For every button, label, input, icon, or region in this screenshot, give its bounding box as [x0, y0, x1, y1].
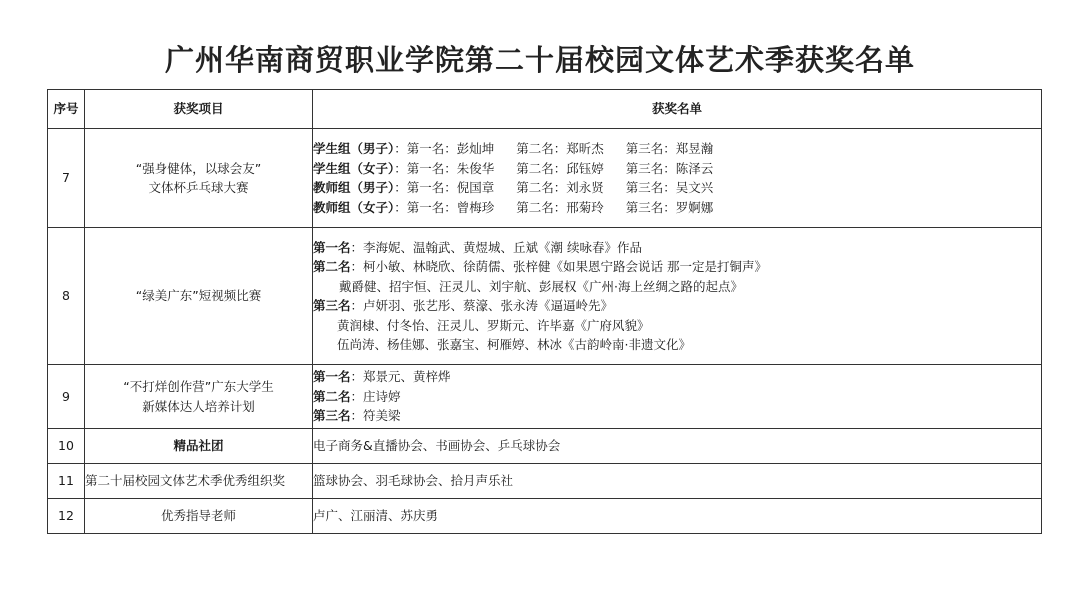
list-item	[313, 316, 1041, 336]
row-seq: 11	[48, 464, 85, 499]
row-list: 篮球协会、羽毛球协会、拾月声乐社	[313, 464, 1042, 499]
row-item: 优秀指导老师	[85, 499, 313, 534]
row-list	[313, 129, 1042, 228]
row-item-line: 文体杯乒乓球大赛	[148, 180, 249, 195]
winners-text: ：郑景元、黄梓烨	[350, 369, 451, 385]
row-list	[313, 228, 1042, 365]
winners-text: ：符美梁	[350, 408, 401, 424]
list-item	[313, 139, 1041, 159]
table-row	[48, 464, 1042, 499]
row-list: 卢广、江丽清、苏庆勇	[313, 499, 1042, 534]
first-place: ：第一名：朱俊华	[394, 160, 495, 176]
winners-text: 戴爵健、招宇恒、汪灵儿、刘宇航、彭展权《广州·海上丝绸之路的起点》	[339, 278, 743, 294]
place-label: 第二名	[313, 388, 351, 404]
row-item: “绿美广东”短视频比赛	[85, 228, 313, 365]
list-item	[313, 406, 1041, 426]
row-item: 精品社团	[85, 429, 313, 464]
group-label: 教师组（女子）	[313, 199, 395, 215]
place-label: 第三名	[313, 408, 351, 424]
header-list: 获奖名单	[313, 90, 1042, 129]
first-place: ：第一名：曾梅珍	[394, 199, 495, 215]
list-item	[313, 367, 1041, 387]
row-seq: 12	[48, 499, 85, 534]
third-place: 第三名：陈泽云	[625, 160, 714, 176]
list-item	[313, 387, 1041, 407]
place-label: 第三名	[313, 298, 351, 313]
awards-table	[47, 89, 1042, 534]
table-row	[48, 429, 1042, 464]
list-item	[313, 296, 1041, 316]
row-item-line: “不打烊创作营”广东大学生	[123, 379, 274, 394]
header-seq: 序号	[48, 90, 85, 129]
list-item	[313, 159, 1041, 179]
second-place: 第二名：邱钰婷	[516, 160, 604, 176]
table-header-row	[48, 90, 1042, 129]
winners-text: 黄润棣、付冬怡、汪灵儿、罗斯元、许毕嘉《广府风貌》	[337, 317, 650, 333]
second-place: 第二名：刘永贤	[516, 180, 604, 195]
row-seq: 10	[48, 429, 85, 464]
list-item	[313, 277, 1041, 297]
list-item	[313, 335, 1041, 355]
place-label: 第二名	[313, 259, 351, 274]
list-item	[313, 178, 1041, 198]
third-place: 第三名：吴文兴	[625, 180, 714, 195]
first-place: ：第一名：彭灿坤	[394, 141, 495, 156]
third-place: 第三名：罗婀娜	[625, 199, 714, 215]
second-place: 第二名：郑昕杰	[516, 141, 604, 156]
table-row	[48, 129, 1042, 228]
row-item	[85, 129, 313, 228]
second-place: 第二名：邢菊玲	[516, 199, 604, 215]
row-seq: 8	[48, 228, 85, 365]
place-label: 第一名	[313, 369, 351, 385]
row-item-line: 新媒体达人培养计划	[142, 398, 255, 414]
row-item: 第二十届校园文体艺术季优秀组织奖	[85, 464, 313, 499]
row-item-line: “强身健体，以球会友”	[135, 160, 262, 176]
table-row	[48, 499, 1042, 534]
row-list	[313, 365, 1042, 429]
winners-text: ：庄诗婷	[350, 388, 401, 404]
place-label: 第一名	[313, 239, 351, 255]
group-label: 教师组（男子）	[313, 180, 395, 195]
row-list: 电子商务&直播协会、书画协会、乒乓球协会	[313, 429, 1042, 464]
winners-text: ：柯小敏、林晓欣、徐荫儒、张梓健《如果恩宁路会说话 那一定是打铜声》	[350, 259, 767, 274]
winners-text: 伍尚涛、杨佳娜、张嘉宝、柯雁婷、林冰《古韵岭南·非遗文化》	[337, 337, 691, 352]
winners-text: ：卢妍羽、张艺彤、蔡濠、张永涛《逼逼岭先》	[350, 298, 614, 313]
list-item	[313, 238, 1041, 258]
winners-text: ：李海妮、温翰武、黄煜城、丘斌《潮 续咏春》作品	[350, 239, 642, 255]
table-row	[48, 365, 1042, 429]
page-title: 广州华南商贸职业学院第二十届校园文体艺术季获奖名单	[164, 43, 915, 77]
list-item	[313, 257, 1041, 277]
row-seq: 9	[48, 365, 85, 429]
third-place: 第三名：郑昱瀚	[625, 141, 714, 156]
row-seq: 7	[48, 129, 85, 228]
group-label: 学生组（女子）	[313, 160, 395, 176]
first-place: ：第一名：倪国章	[394, 180, 495, 195]
group-label: 学生组（男子）	[313, 141, 395, 156]
header-item: 获奖项目	[85, 90, 313, 129]
row-item	[85, 365, 313, 429]
table-row	[48, 228, 1042, 365]
list-item	[313, 198, 1041, 218]
